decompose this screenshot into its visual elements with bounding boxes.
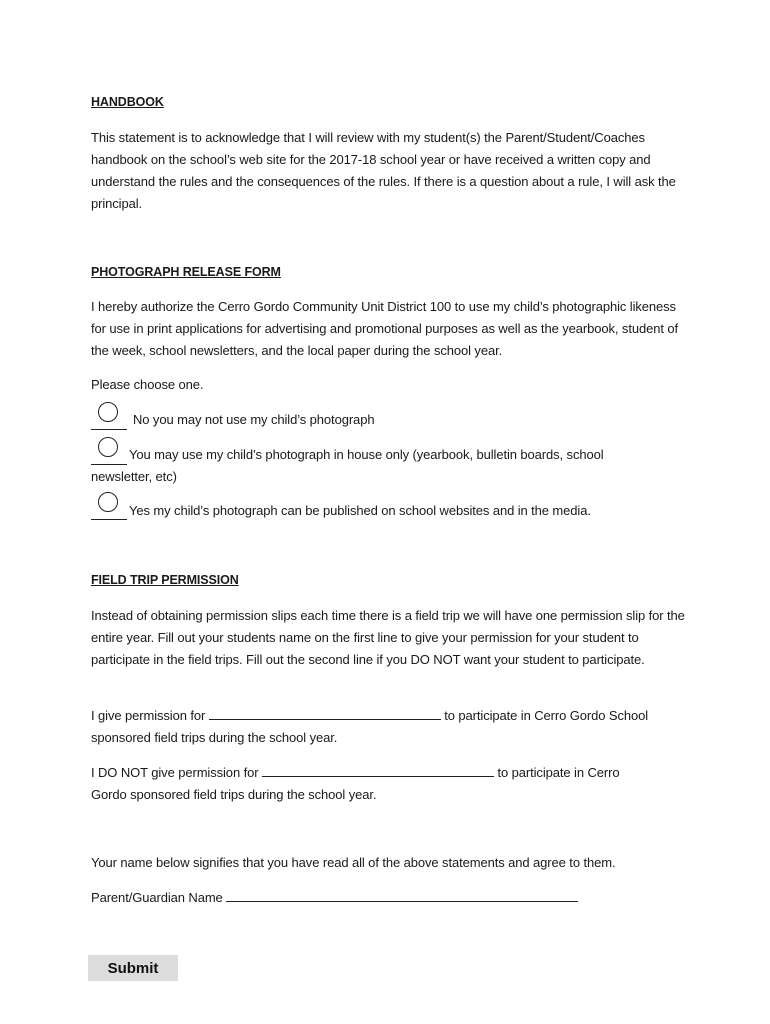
handbook-heading: HANDBOOK	[91, 95, 164, 109]
photo-option-no-label: No you may not use my child’s photograph	[133, 412, 375, 427]
give-permission-prefix: I give permission for	[91, 708, 206, 723]
deny-permission-suffix: to participate in Cerro	[497, 765, 620, 780]
submit-button[interactable]: Submit	[88, 955, 178, 981]
deny-permission-line	[91, 762, 619, 784]
radio-button-no[interactable]	[98, 402, 118, 422]
guardian-name-label: Parent/Guardian Name	[91, 890, 223, 905]
guardian-name-field[interactable]	[226, 889, 578, 902]
agreement-statement: Your name below signifies that you have read all of the above statements and agree to them.	[91, 855, 616, 870]
choose-one-label: Please choose one.	[91, 377, 204, 392]
photo-option-no[interactable]	[91, 410, 127, 432]
give-permission-line	[91, 705, 648, 727]
deny-permission-line-2: Gordo sponsored field trips during the school year.	[91, 787, 377, 802]
field-trip-heading: FIELD TRIP PERMISSION	[91, 573, 239, 587]
give-permission-line-2: sponsored field trips during the school year.	[91, 730, 338, 745]
photo-release-heading: PHOTOGRAPH RELEASE FORM	[91, 265, 281, 279]
photo-option-in-house-label-cont: newsletter, etc)	[91, 469, 177, 484]
photo-option-yes[interactable]	[91, 500, 127, 522]
handbook-statement: This statement is to acknowledge that I will review with my student(s) the Parent/Student/Coaches handbook on the school’s web site for the 2017-18 school year or have received a written copy and understand the rules and the consequences of the rules. If there is a question about a rule, I will ask the principal.	[91, 130, 676, 211]
photo-option-yes-label: Yes my child’s photograph can be published on school websites and in the media.	[129, 503, 591, 518]
give-permission-suffix: to participate in Cerro Gordo School	[444, 708, 649, 723]
guardian-name-line	[91, 887, 578, 909]
radio-button-yes[interactable]	[98, 492, 118, 512]
deny-permission-prefix: I DO NOT give permission for	[91, 765, 259, 780]
give-permission-student-field[interactable]	[209, 707, 441, 720]
radio-button-in-house[interactable]	[98, 437, 118, 457]
photo-option-in-house-label: You may use my child’s photograph in house only (yearbook, bulletin boards, school	[129, 447, 604, 462]
photo-release-statement: I hereby authorize the Cerro Gordo Community Unit District 100 to use my child’s photographic likeness for use in print applications for advertising and promotional purposes as well as the yearbook, student of the week, school newsletters, and the local paper during the school year.	[91, 299, 679, 358]
photo-option-in-house[interactable]	[91, 445, 127, 467]
deny-permission-student-field[interactable]	[262, 764, 494, 777]
field-trip-statement: Instead of obtaining permission slips each time there is a field trip we will have one permission slip for the entire year. Fill out your students name on the first line to give your permission for your student to participate in the field trips. Fill out the second line if you DO NOT want your student to participate.	[91, 608, 685, 667]
